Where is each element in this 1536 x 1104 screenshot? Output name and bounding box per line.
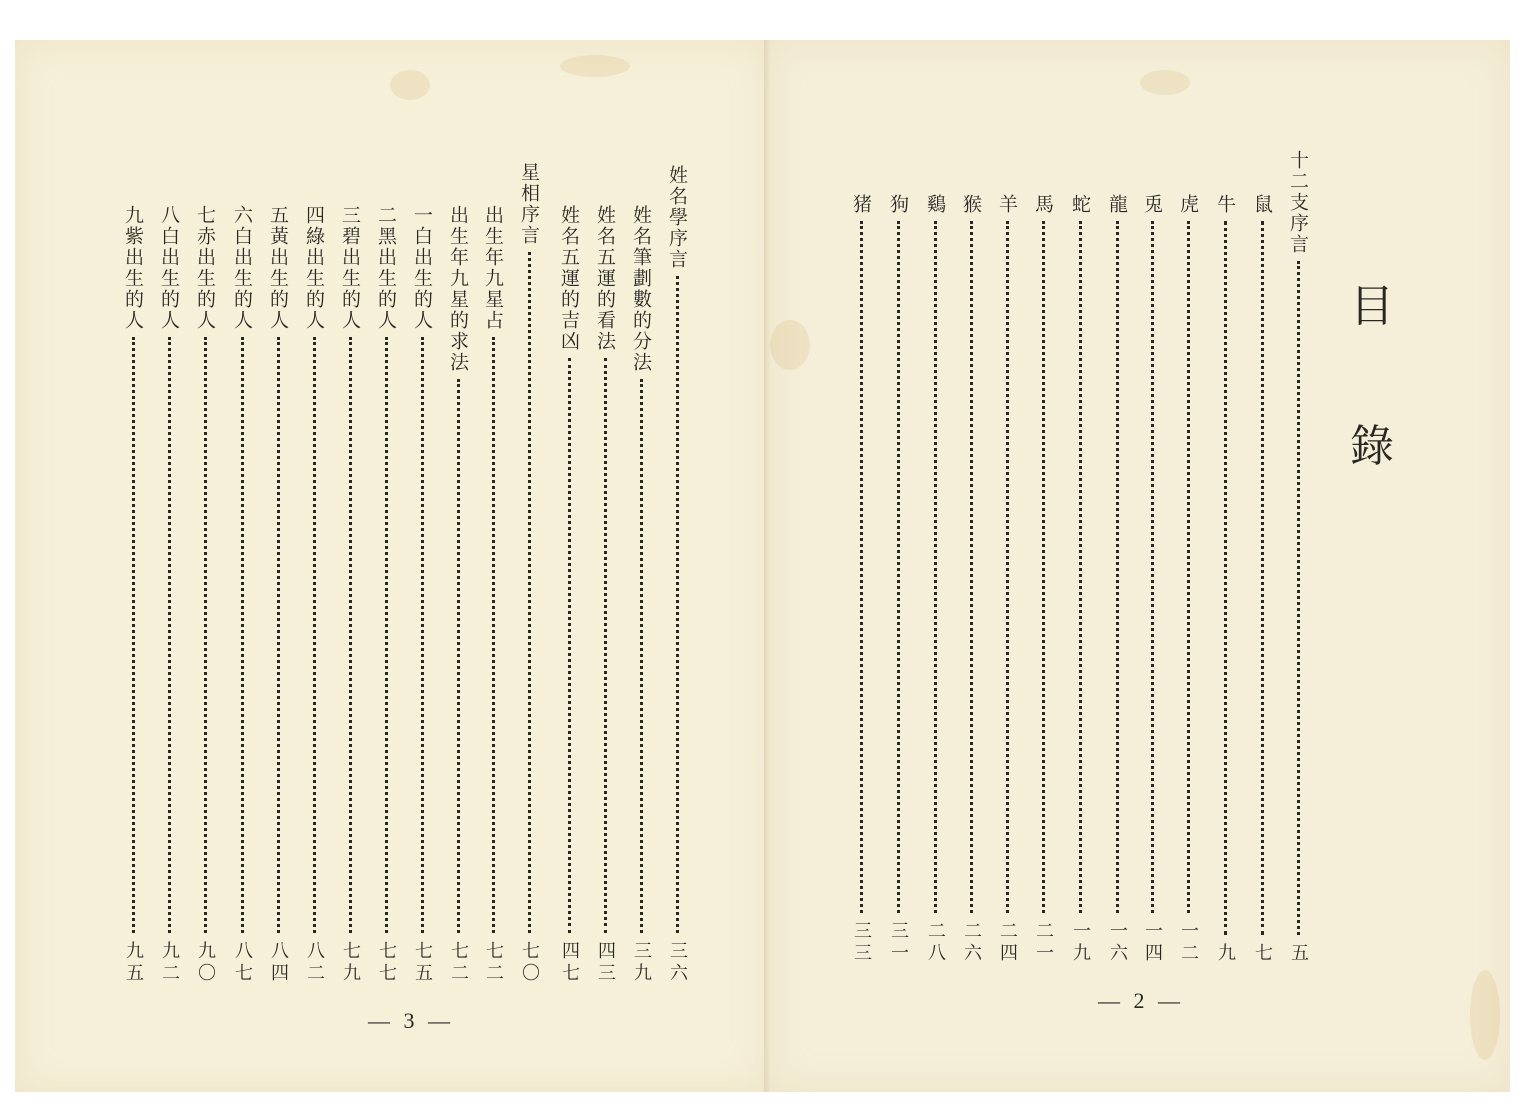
right-toc-entry-title: 虎	[1177, 194, 1199, 215]
left-toc-entry-title: 星相序言	[518, 162, 540, 246]
left-toc-dot-leader	[168, 337, 171, 933]
left-toc-entry-page-number: 三六	[667, 941, 688, 985]
left-toc-dot-leader	[492, 337, 495, 933]
left-toc-entry-title: 九紫出生的人	[122, 205, 144, 331]
right-toc-entry-page-number: 三三	[851, 921, 872, 965]
left-toc-dot-leader	[349, 337, 352, 933]
right-toc-entry-page-number: 一四	[1142, 921, 1163, 965]
left-toc-entry	[158, 205, 180, 985]
right-toc-entry-title: 十二支序言	[1287, 150, 1309, 255]
left-toc-dot-leader	[277, 337, 280, 933]
right-toc-entry-title: 蛇	[1069, 194, 1091, 215]
right-toc-entry-page-number: 一二	[1178, 921, 1199, 965]
left-toc-entry-title: 姓名五運的吉凶	[558, 205, 580, 352]
right-toc-entry-title: 牛	[1214, 194, 1236, 215]
right-toc-entry-page-number: 五	[1288, 943, 1309, 965]
left-toc-entry-title: 二黑出生的人	[375, 205, 397, 331]
right-toc-entry-title: 龍	[1106, 194, 1128, 215]
left-toc-entry-page-number: 四七	[559, 941, 580, 985]
left-toc-entry	[666, 165, 688, 985]
left-toc-entry	[194, 205, 216, 985]
left-toc-dot-leader	[421, 337, 424, 933]
left-toc-entry-page-number: 七二	[483, 941, 504, 985]
right-toc-entry-page-number: 二八	[925, 921, 946, 965]
left-toc-entry-page-number: 四三	[595, 941, 616, 985]
left-toc-entry	[558, 205, 580, 985]
right-toc-entry-title: 狗	[887, 194, 909, 215]
left-toc-entry-page-number: 八二	[304, 941, 325, 985]
left-toc-entry-page-number: 七九	[340, 941, 361, 985]
right-toc-entry-page-number: 九	[1215, 943, 1236, 965]
right-toc-entry-page-number: 一九	[1070, 921, 1091, 965]
right-toc-entry-title: 馬	[1032, 194, 1054, 215]
left-toc-entry-page-number: 八四	[268, 941, 289, 985]
right-toc-entry-page-number: 二一	[1033, 921, 1054, 965]
left-toc-dot-leader	[385, 337, 388, 933]
right-toc-entry-title: 鷄	[924, 194, 946, 215]
left-toc-entry-page-number: 三九	[631, 941, 652, 985]
left-toc-entry-title: 出生年九星的求法	[447, 205, 469, 373]
right-toc-entry-page-number: 三一	[888, 921, 909, 965]
left-toc-dot-leader	[241, 337, 244, 933]
left-toc-entry-title: 四綠出生的人	[303, 205, 325, 331]
left-toc-entry-page-number: 八七	[232, 941, 253, 985]
left-toc-entry-page-number: 七二	[448, 941, 469, 985]
left-toc-entry-title: 出生年九星占	[482, 205, 504, 331]
left-toc-entry	[122, 205, 144, 985]
left-toc-dot-leader	[568, 358, 571, 933]
left-toc-entry-title: 五黃出生的人	[267, 205, 289, 331]
right-toc-entry-title: 羊	[996, 194, 1018, 215]
toc-title-char-1: 目	[1350, 281, 1394, 332]
left-toc-entry	[630, 205, 652, 985]
left-toc-dot-leader	[204, 337, 207, 933]
left-toc-dot-leader	[457, 379, 460, 933]
left-toc-entry-page-number: 九二	[159, 941, 180, 985]
left-toc-entry-title: 三碧出生的人	[339, 205, 361, 331]
right-toc-entry-title: 猴	[960, 194, 982, 215]
right-toc-entry-title: 猪	[850, 194, 872, 215]
left-toc-entry	[447, 205, 469, 985]
right-toc-entry-page-number: 一六	[1107, 921, 1128, 965]
left-toc-entry-title: 姓名筆劃數的分法	[630, 205, 652, 373]
left-toc-entry-title: 七赤出生的人	[194, 205, 216, 331]
left-toc-entry-title: 姓名學序言	[666, 165, 688, 270]
left-toc-entry-page-number: 七〇	[519, 941, 540, 985]
left-toc-entry	[518, 162, 540, 985]
right-toc-entry-page-number: 二六	[961, 921, 982, 965]
left-toc-entry	[594, 205, 616, 985]
right-toc-entry-title: 鼠	[1251, 194, 1273, 215]
left-toc-entry	[339, 205, 361, 985]
left-toc-entry-page-number: 九五	[123, 941, 144, 985]
page-number-2: — 2 —	[1098, 988, 1184, 1013]
left-toc-entry-page-number: 九〇	[195, 941, 216, 985]
left-toc-entry	[303, 205, 325, 985]
left-toc-dot-leader	[528, 252, 531, 933]
page-number-3: — 3 —	[368, 1008, 454, 1033]
left-toc-entry-title: 八白出生的人	[158, 205, 180, 331]
toc-title-char-2: 錄	[1350, 421, 1394, 472]
left-toc-entry	[482, 205, 504, 985]
left-toc-dot-leader	[132, 337, 135, 933]
left-toc-entry-page-number: 七五	[412, 941, 433, 985]
left-toc-dot-leader	[313, 337, 316, 933]
left-toc-dot-leader	[640, 379, 643, 933]
left-toc-entry	[411, 205, 433, 985]
left-toc-entry	[267, 205, 289, 985]
right-toc-entry-title: 兎	[1141, 194, 1163, 215]
left-toc-dot-leader	[604, 358, 607, 933]
left-toc-entry-page-number: 七七	[376, 941, 397, 985]
right-toc-entry-page-number: 二四	[997, 921, 1018, 965]
right-toc-entry-page-number: 七	[1252, 943, 1273, 965]
left-toc-entry-title: 姓名五運的看法	[594, 205, 616, 352]
left-toc-entry	[375, 205, 397, 985]
left-toc-entry-title: 六白出生的人	[231, 205, 253, 331]
left-toc-dot-leader	[676, 276, 679, 933]
left-toc-entry-title: 一白出生的人	[411, 205, 433, 331]
left-toc-entry	[231, 205, 253, 985]
